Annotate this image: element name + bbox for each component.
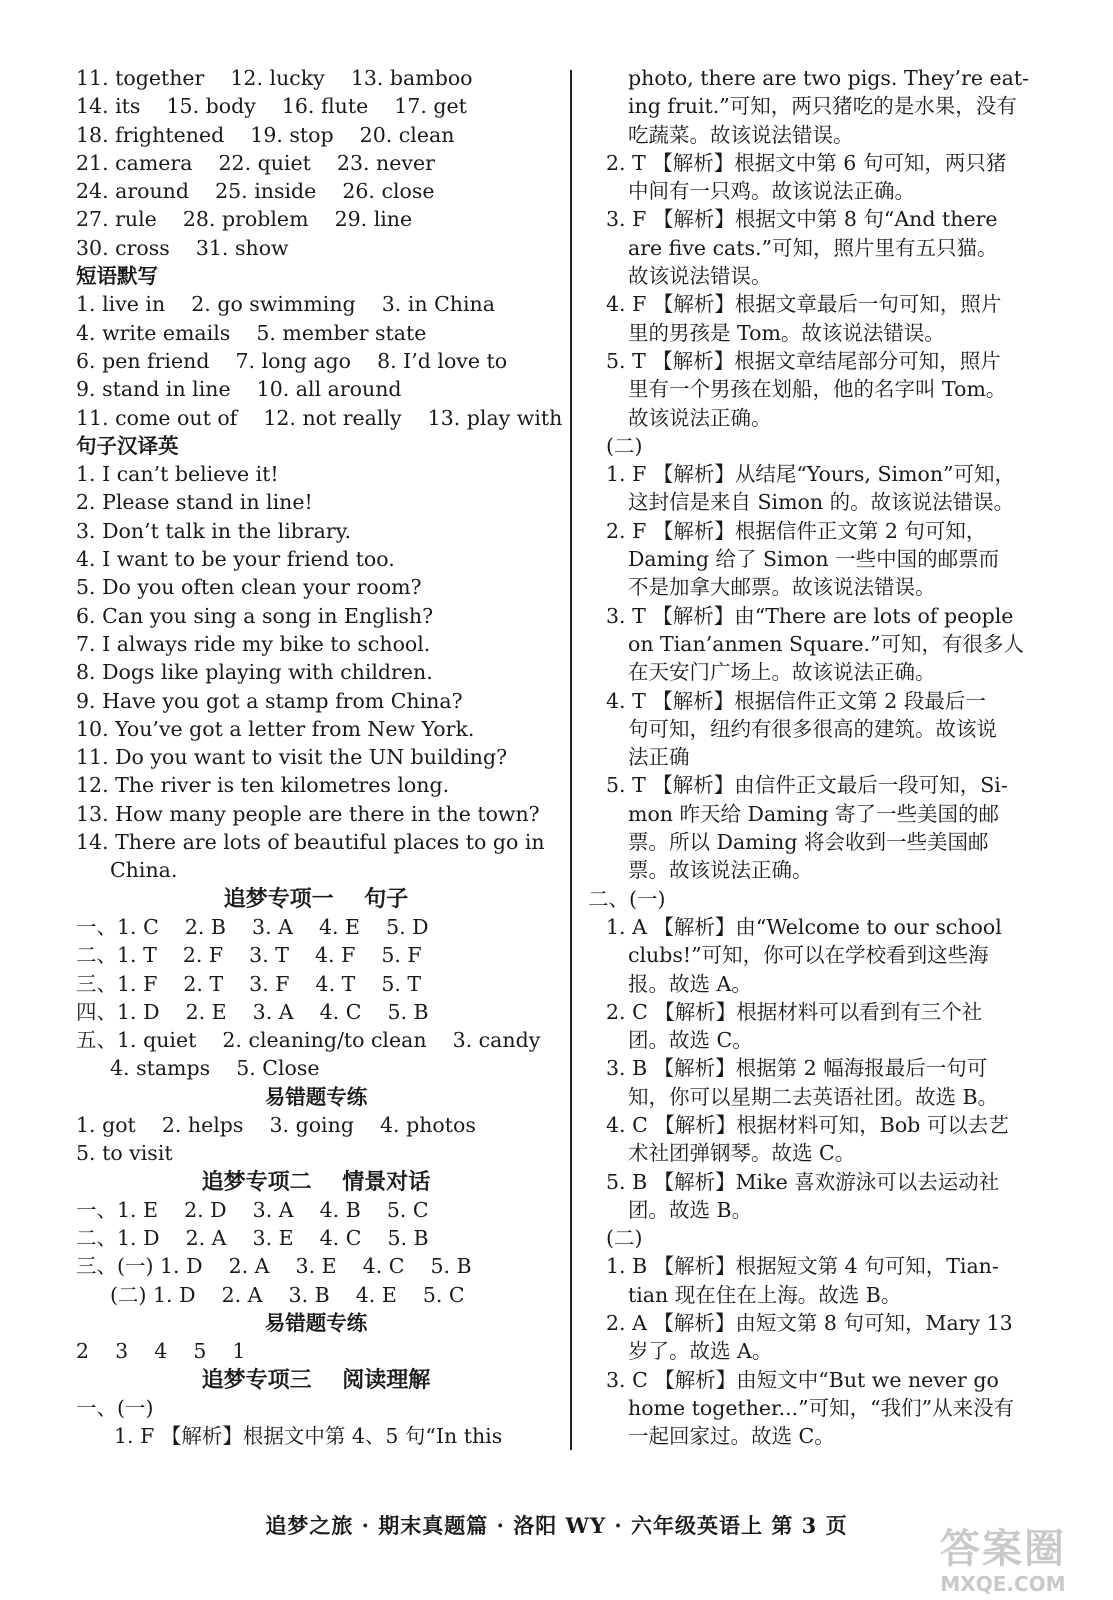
left-line: 易错题专练 <box>264 1311 368 1336</box>
right-line: (二) <box>606 433 643 458</box>
left-line: China. <box>110 858 178 883</box>
left-line: 三、1. F 2. T 3. F 4. T 5. T <box>76 971 422 996</box>
left-line: 句子汉译英 <box>76 433 179 458</box>
right-line: 团。故选 B。 <box>628 1197 753 1222</box>
right-line: 一起回家过。故选 C。 <box>628 1424 835 1449</box>
right-line: 5. T 【解析】根据文章结尾部分可知，照片 <box>606 348 1001 373</box>
left-line: 24. around 25. inside 26. close <box>76 179 435 204</box>
left-line: 2. Please stand in line! <box>76 490 313 515</box>
left-line: 1. I can’t believe it! <box>76 462 279 487</box>
right-line: 句可知，纽约有很多很高的建筑。故该说 <box>628 716 997 741</box>
left-line: 9. Have you got a stamp from China? <box>76 688 463 713</box>
right-line: 1. F 【解析】从结尾“Yours, Simon”可知， <box>606 462 1016 487</box>
right-line: 4. C 【解析】根据材料可知，Bob 可以去艺 <box>606 1112 1009 1137</box>
left-line: 30. cross 31. show <box>76 235 289 260</box>
watermark-text: 答案圈 <box>940 1526 1066 1572</box>
right-line: 知，你可以星期二去英语社团。故选 B。 <box>628 1084 999 1109</box>
right-line: 团。故选 C。 <box>628 1028 753 1053</box>
left-line: 1. live in 2. go swimming 3. in China <box>76 292 495 317</box>
right-line: 故该说法错误。 <box>628 264 772 289</box>
left-line: 4. stamps 5. Close <box>110 1056 320 1081</box>
left-line: 追梦专项三 阅读理解 <box>201 1366 431 1393</box>
right-line: 票。故该说法正确。 <box>628 858 813 883</box>
left-line: 18. frightened 19. stop 20. clean <box>76 122 455 147</box>
right-line: mon 昨天给 Daming 寄了一些美国的邮 <box>628 801 1000 826</box>
right-line: 2. F 【解析】根据信件正文第 2 句可知， <box>606 518 987 543</box>
left-line: 6. Can you sing a song in English? <box>76 603 434 628</box>
left-line: 2 3 4 5 1 <box>76 1339 246 1364</box>
watermark-logo <box>913 1525 1093 1597</box>
right-line: 报。故选 A。 <box>628 971 752 996</box>
left-line: 4. write emails 5. member state <box>76 320 427 345</box>
right-line: ing fruit.”可知，两只猪吃的是水果，没有 <box>628 94 1017 119</box>
right-line: 3. T 【解析】由“There are lots of people <box>606 603 1014 628</box>
left-line: 14. There are lots of beautiful places to go in <box>76 830 545 855</box>
left-line: 11. together 12. lucky 13. bamboo <box>76 66 473 90</box>
watermark-url: MXQE.COM <box>940 1572 1066 1596</box>
right-line: 5. B 【解析】Mike 喜欢游泳可以去运动社 <box>606 1169 1000 1194</box>
left-line: 4. I want to be your friend too. <box>76 547 395 572</box>
right-line: 岁了。故选 A。 <box>628 1339 773 1364</box>
left-line: 易错题专练 <box>264 1084 368 1109</box>
left-line: 11. come out of 12. not really 13. play with <box>76 405 563 430</box>
left-line: 五、1. quiet 2. cleaning/to clean 3. candy <box>76 1028 541 1053</box>
right-line: 吃蔬菜。故该说法错误。 <box>628 122 854 147</box>
left-line: 1. got 2. helps 3. going 4. photos <box>76 1112 476 1137</box>
left-line: 5. to visit <box>76 1141 173 1166</box>
left-line: (二) 1. D 2. A 3. B 4. E 5. C <box>110 1282 465 1307</box>
right-line: 3. C 【解析】由短文中“But we never go <box>606 1367 999 1392</box>
left-line: 7. I always ride my bike to school. <box>76 631 431 656</box>
left-line: 一、1. E 2. D 3. A 4. B 5. C <box>76 1197 429 1222</box>
left-line: 27. rule 28. problem 29. line <box>76 207 413 232</box>
left-line: 一、1. C 2. B 3. A 4. E 5. D <box>76 914 429 939</box>
right-line: 在天安门广场上。故该说法正确。 <box>628 660 936 685</box>
left-line: 四、1. D 2. E 3. A 4. C 5. B <box>76 999 429 1024</box>
right-line: 4. F 【解析】根据文章最后一句可知，照片 <box>606 292 1002 317</box>
left-column <box>76 64 563 1451</box>
left-line: 6. pen friend 7. long ago 8. I’d love to <box>76 348 508 373</box>
left-line: 13. How many people are there in the town? <box>76 801 540 826</box>
right-line: 1. A 【解析】由“Welcome to our school <box>606 914 1002 939</box>
left-line: 12. The river is ten kilometres long. <box>76 773 450 798</box>
right-line: 这封信是来自 Simon 的。故该说法错误。 <box>628 490 1015 515</box>
left-line: 追梦专项一 句子 <box>223 885 409 912</box>
right-column <box>588 64 1078 1451</box>
right-line: clubs!”可知，你可以在学校看到这些海 <box>628 943 989 968</box>
right-line: home together...”可知，“我们”从来没有 <box>628 1395 1015 1420</box>
left-line: 追梦专项二 情景对话 <box>201 1168 431 1195</box>
right-line: photo, there are two pigs. They’re eat- <box>628 66 1030 90</box>
left-line: 14. its 15. body 16. flute 17. get <box>76 94 467 119</box>
left-line: 三、(一) 1. D 2. A 3. E 4. C 5. B <box>76 1254 472 1279</box>
right-line: (二) <box>606 1226 643 1251</box>
right-line: 二、(一) <box>588 886 666 911</box>
right-line: tian 现在住在上海。故选 B。 <box>628 1282 902 1307</box>
right-line: 2. A 【解析】由短文第 8 句可知，Mary 13 <box>606 1311 1013 1336</box>
left-line: 一、(一) <box>76 1395 154 1420</box>
right-line: 5. T 【解析】由信件正文最后一段可知，Si- <box>606 773 1008 798</box>
right-line: 2. T 【解析】根据文中第 6 句可知，两只猪 <box>606 150 1007 175</box>
right-line: 里的男孩是 Tom。故该说法错误。 <box>628 320 945 345</box>
right-line: 中间有一只鸡。故该说法正确。 <box>628 179 915 204</box>
right-line: 故该说法正确。 <box>628 405 772 430</box>
left-line: 1. F 【解析】根据文中第 4、5 句“In this <box>114 1424 503 1449</box>
right-line: 1. B 【解析】根据短文第 4 句可知，Tian- <box>606 1254 999 1279</box>
right-line: 里有一个男孩在划船，他的名字叫 Tom。 <box>628 377 1007 402</box>
left-line: 8. Dogs like playing with children. <box>76 660 433 685</box>
left-line: 二、1. T 2. F 3. T 4. F 5. F <box>76 943 422 968</box>
right-line: 4. T 【解析】根据信件正文第 2 段最后一 <box>606 688 986 713</box>
left-line: 21. camera 22. quiet 23. never <box>76 150 435 175</box>
right-line: 2. C 【解析】根据材料可以看到有三个社 <box>606 999 983 1024</box>
right-line: 3. F 【解析】根据文中第 8 句“And there <box>606 207 998 232</box>
right-line: 术社团弹钢琴。故选 C。 <box>628 1141 856 1166</box>
left-line: 5. Do you often clean your room? <box>76 575 422 600</box>
left-line: 3. Don’t talk in the library. <box>76 518 352 543</box>
left-line: 10. You’ve got a letter from New York. <box>76 716 475 741</box>
right-line: on Tian’anmen Square.”可知，有很多人 <box>628 631 1024 656</box>
page-footer: 追梦之旅 · 期末真题篇 · 洛阳 WY · 六年级英语上 第 3 页 <box>265 1513 848 1538</box>
left-line: 9. stand in line 10. all around <box>76 377 402 402</box>
left-line: 短语默写 <box>76 264 158 289</box>
left-line: 11. Do you want to visit the UN building? <box>76 745 508 770</box>
right-line: are five cats.”可知，照片里有五只猫。 <box>628 235 998 260</box>
left-line: 二、1. D 2. A 3. E 4. C 5. B <box>76 1226 429 1251</box>
right-line: 不是加拿大邮票。故该说法错误。 <box>628 575 936 600</box>
right-line: Daming 给了 Simon 一些中国的邮票而 <box>628 547 1000 572</box>
right-line: 3. B 【解析】根据第 2 幅海报最后一句可 <box>606 1056 988 1081</box>
right-line: 票。所以 Daming 将会收到一些美国邮 <box>628 830 989 855</box>
column-divider <box>570 70 572 1450</box>
right-line: 法正确 <box>628 745 690 770</box>
